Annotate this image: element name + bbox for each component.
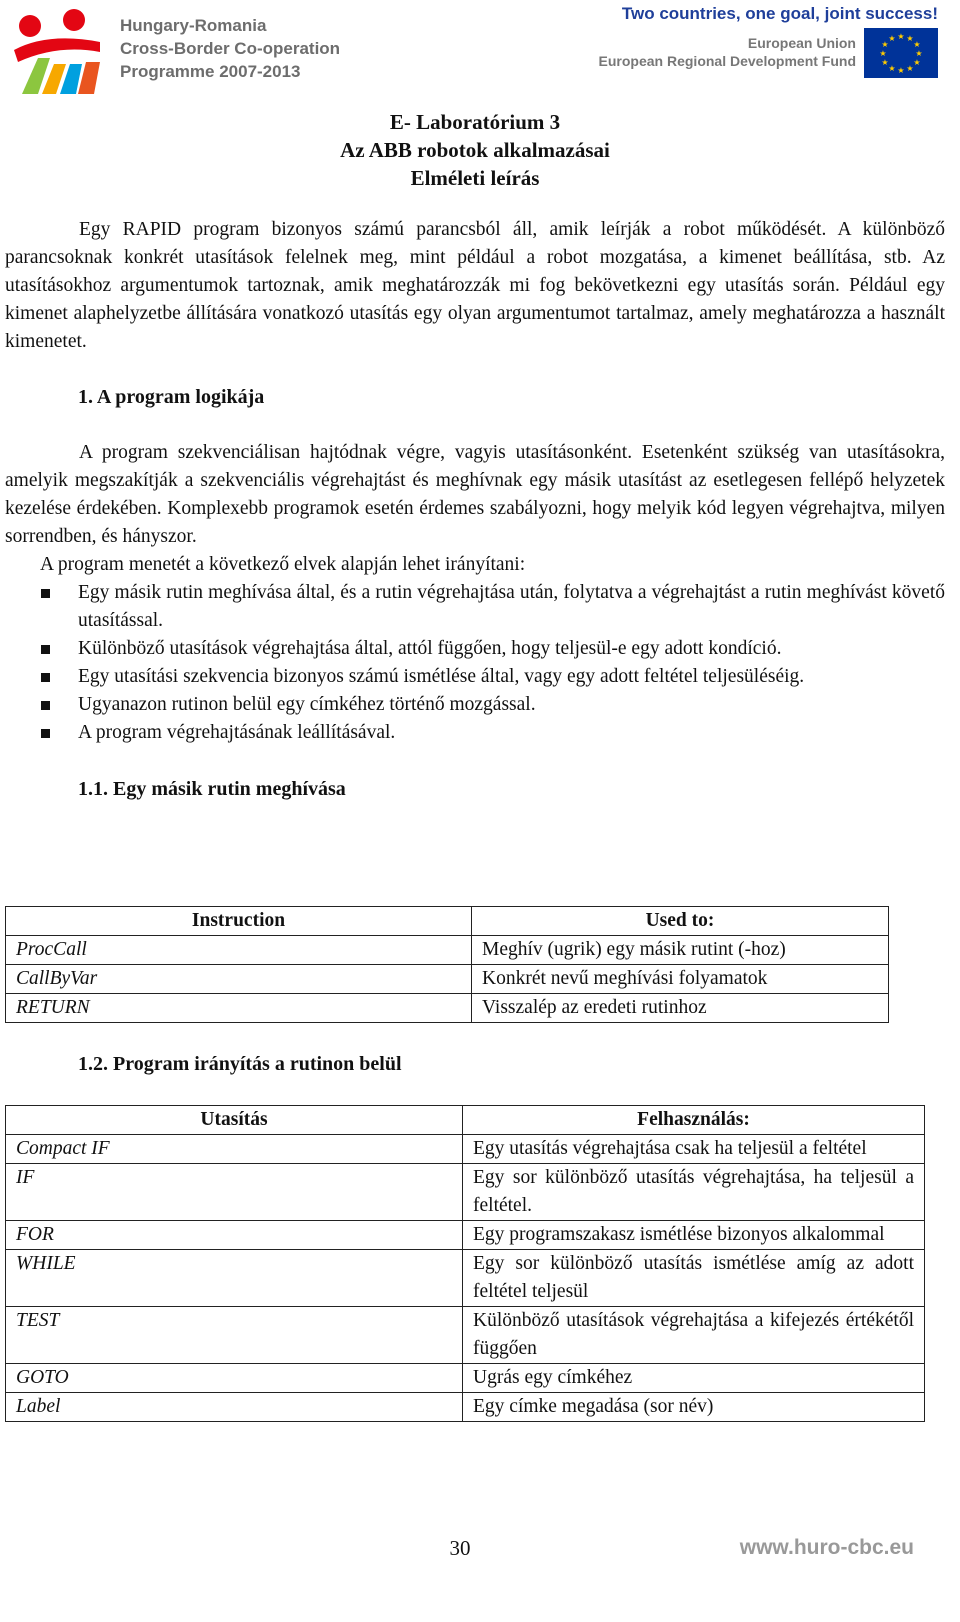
control-bullet-list xyxy=(5,579,945,747)
page-number: 30 xyxy=(449,1536,471,1560)
table-row xyxy=(6,1250,925,1307)
title-line-2: Az ABB robotok alkalmazásai xyxy=(340,138,610,162)
table-row xyxy=(6,994,889,1023)
svg-text:★: ★ xyxy=(906,34,914,43)
section-1-lead: A program menetét a következő elvek alapján lehet irányítani: xyxy=(40,554,526,575)
programme-line-3: Programme 2007-2013 xyxy=(120,62,301,81)
instruction-cell: ProcCall xyxy=(6,936,472,965)
usage-cell: Meghív (ugrik) egy másik rutint (-hoz) xyxy=(472,936,889,965)
table-header-row xyxy=(6,1106,925,1135)
routine-call-table xyxy=(5,906,889,1023)
table-row xyxy=(6,936,889,965)
usage-cell: Egy sor különböző utasítás végrehajtása, ha teljesül a feltétel. xyxy=(463,1164,925,1221)
column-header: Utasítás xyxy=(6,1106,463,1135)
page-header xyxy=(0,0,960,100)
instruction-cell: WHILE xyxy=(6,1250,463,1307)
svg-text:★: ★ xyxy=(915,49,923,58)
instruction-cell: CallByVar xyxy=(6,965,472,994)
bullet-item: Egy utasítási szekvencia bizonyos számú ismétlése által, vagy egy adott feltétel teljesüléséig. xyxy=(5,663,945,691)
table-row xyxy=(6,1393,925,1422)
svg-text:★: ★ xyxy=(879,49,887,58)
svg-text:★: ★ xyxy=(913,40,921,49)
instruction-cell: Compact IF xyxy=(6,1135,463,1164)
bullet-item: Egy másik rutin meghívása által, és a rutin végrehajtása után, folytatva a végrehajtást a rutin meghívást követő utasítással. xyxy=(5,579,945,635)
intro-paragraph: Egy RAPID program bizonyos számú parancsból áll, amik leírják a robot működését. A különböző parancsoknak konkrét utasítások felelnek meg, mint például a robot mozgatása, a kimenet beállítása, stb. Az utasításokhoz argumentumok tartoznak, amik meghatározzák mi fog bekövetkezni egy utasítás során. Például egy kimenet alaphelyzetbe állítására vonatkozó utasítás egy olyan argumentumot tartalmaz, amely meghatározza a használt kimenetet. xyxy=(5,219,945,352)
svg-text:★: ★ xyxy=(888,64,896,73)
svg-text:★: ★ xyxy=(913,58,921,67)
programme-line-1: Hungary-Romania xyxy=(120,16,267,35)
instruction-cell: FOR xyxy=(6,1221,463,1250)
table-header-row xyxy=(6,907,889,936)
table-row xyxy=(6,1135,925,1164)
usage-cell: Konkrét nevű meghívási folyamatok xyxy=(472,965,889,994)
table-row xyxy=(6,1307,925,1364)
instruction-cell: IF xyxy=(6,1164,463,1221)
section-1-2-title: 1.2. Program irányítás a rutinon belül xyxy=(78,1053,402,1075)
column-header: Instruction xyxy=(6,907,472,936)
eu-line-2: European Regional Development Fund xyxy=(598,53,856,69)
bullet-item: Ugyanazon rutinon belül egy címkéhez történő mozgással. xyxy=(5,691,945,719)
title-line-3: Elméleti leírás xyxy=(410,166,540,190)
footer-url-link[interactable]: www.huro-cbc.eu xyxy=(739,1536,914,1559)
svg-text:★: ★ xyxy=(897,66,905,75)
svg-text:★: ★ xyxy=(888,34,896,43)
flow-control-table xyxy=(5,1105,925,1422)
usage-cell: Ugrás egy címkéhez xyxy=(463,1364,925,1393)
bullet-item: Különböző utasítások végrehajtása által, attól függően, hogy teljesül-e egy adott kondíció. xyxy=(5,635,945,663)
instruction-cell: TEST xyxy=(6,1307,463,1364)
bullet-item: A program végrehajtásának leállításával. xyxy=(5,719,945,747)
section-1-1-title: 1.1. Egy másik rutin meghívása xyxy=(78,778,346,800)
eu-line-1: European Union xyxy=(747,35,856,51)
table-row xyxy=(6,1164,925,1221)
instruction-cell: Label xyxy=(6,1393,463,1422)
section-1-title: 1. A program logikája xyxy=(78,386,265,408)
programme-logo-icon xyxy=(8,6,108,96)
svg-text:★: ★ xyxy=(881,58,889,67)
eu-flag-icon xyxy=(864,28,938,78)
slogan: Two countries, one goal, joint success! xyxy=(621,4,938,23)
section-1-paragraph: A program szekvenciálisan hajtódnak végre, vagyis utasításonként. Esetenként szükség van utasításokra, amelyik megszakítják a szekvenciális végrehajtást és meghívnak egy másik utasítást az esetlegesen fellépő helyzetek kezelése érdekében. Komplexebb programok esetén érdemes szabályozni, hogy melyik kód legyen végrehajtva, milyen sorrendben, és hányszor. xyxy=(5,442,945,547)
usage-cell: Egy programszakasz ismétlése bizonyos alkalommal xyxy=(463,1221,925,1250)
title-line-1: E- Laboratórium 3 xyxy=(389,110,561,134)
usage-cell: Egy sor különböző utasítás ismétlése amíg az adott feltétel teljesül xyxy=(463,1250,925,1307)
instruction-cell: RETURN xyxy=(6,994,472,1023)
usage-cell: Egy utasítás végrehajtása csak ha teljesül a feltétel xyxy=(463,1135,925,1164)
table-row xyxy=(6,965,889,994)
programme-name xyxy=(120,14,340,83)
column-header: Felhasználás: xyxy=(463,1106,925,1135)
svg-text:★: ★ xyxy=(881,40,889,49)
usage-cell: Visszalép az eredeti rutinhoz xyxy=(472,994,889,1023)
usage-cell: Különböző utasítások végrehajtása a kifejezés értékétől függően xyxy=(463,1307,925,1364)
document-title xyxy=(0,108,950,192)
column-header: Used to: xyxy=(472,907,889,936)
eu-text xyxy=(599,34,856,70)
table-row xyxy=(6,1221,925,1250)
instruction-cell: GOTO xyxy=(6,1364,463,1393)
svg-text:★: ★ xyxy=(897,32,905,41)
body-content xyxy=(5,216,945,803)
svg-text:★: ★ xyxy=(906,64,914,73)
programme-line-2: Cross-Border Co-operation xyxy=(120,39,341,58)
usage-cell: Egy címke megadása (sor név) xyxy=(463,1393,925,1422)
table-row xyxy=(6,1364,925,1393)
